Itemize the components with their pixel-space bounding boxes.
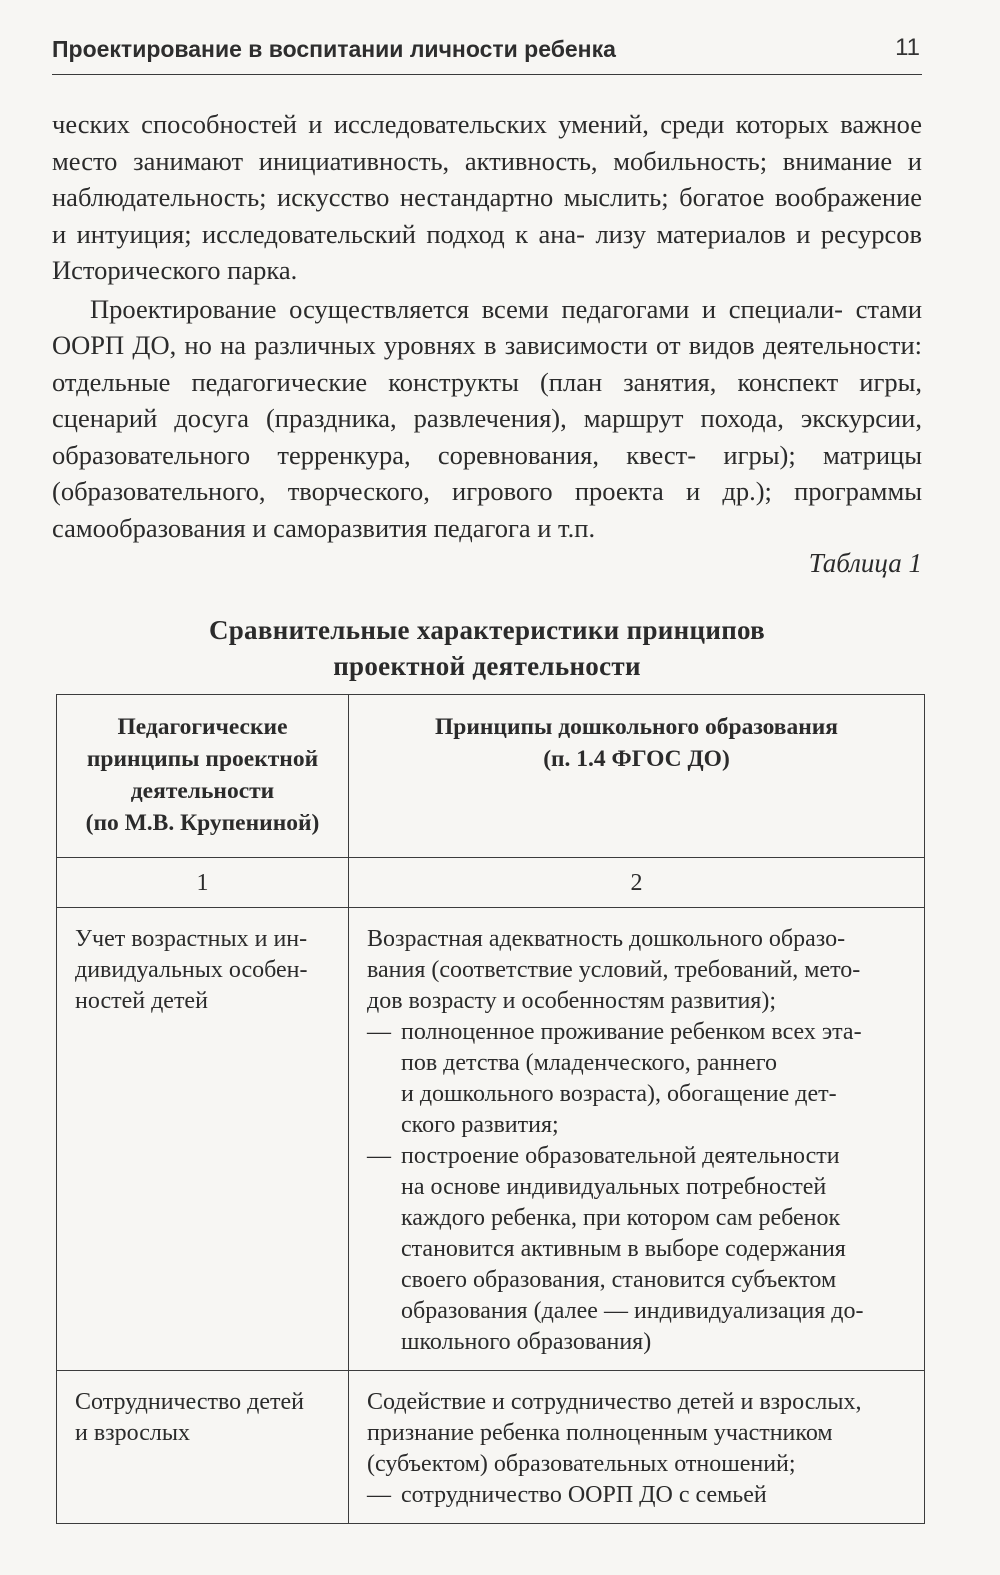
- column-number-row: [57, 858, 925, 908]
- table-row: [57, 1371, 925, 1524]
- text-line: конспект игры, сценарий досуга (праздника, развлечения), маршрут: [52, 366, 922, 433]
- text-line: игры); матрицы (образовательного, творческого, игрового проекта: [52, 439, 922, 506]
- text-line: ческих способностей и исследовательских умений, среди которых: [52, 109, 829, 139]
- table-header-row: [57, 695, 925, 858]
- text-line: стами ООРП ДО, но на различных уровнях в зависимости от видов: [52, 293, 923, 360]
- column-header-2: Принципы дошкольного образования (п. 1.4 ФГОС ДО): [349, 695, 925, 858]
- comparison-table: [56, 694, 925, 1524]
- list-item: — построение образовательной деятельности на основе индивидуальных потребностей каждого ребенка, при котором сам ребенок становится активным в выборе содержания своего образования, становится субъектом образования (далее — индивидуализация до- школьного образования): [367, 1141, 914, 1358]
- text-line: похода, экскурсии, образовательного терренкура, соревнования, квест-: [52, 403, 922, 470]
- principle-cell: Сотрудничество детей и взрослых: [57, 1371, 349, 1524]
- table-title-line: проектной деятельности: [333, 651, 641, 681]
- text-line: лизу материалов и ресурсов Исторического парка.: [52, 218, 923, 285]
- table-label: Таблица 1: [808, 548, 922, 578]
- running-head: [52, 28, 922, 75]
- dash-marker: —: [367, 1482, 391, 1508]
- dash-marker: —: [367, 1019, 391, 1045]
- dash-marker: —: [367, 1143, 391, 1169]
- body-text: [52, 106, 922, 546]
- column-number: 1: [57, 858, 349, 908]
- table-title: [52, 612, 922, 684]
- table-row: [57, 908, 925, 1371]
- paragraph: [52, 106, 922, 289]
- text-line: Проектирование осуществляется всеми педагогами и специали-: [90, 293, 844, 324]
- column-header-1: Педагогические принципы проектной деятельности (по М.В. Крупениной): [57, 695, 349, 858]
- list-item: — полноценное проживание ребенком всех эта- пов детства (младенческого, раннего и дошкольного возраста), обогащение дет- ского развития;: [367, 1017, 914, 1141]
- text-line: богатое воображение и интуиция; исследовательский подход к ана-: [52, 182, 923, 249]
- table-title-line: Сравнительные характеристики принципов: [208, 615, 766, 645]
- text-line: деятельности: отдельные педагогические конструкты (план занятия,: [52, 330, 923, 397]
- list-item: — сотрудничество ООРП ДО с семьей: [367, 1480, 914, 1511]
- column-number: 2: [349, 858, 925, 908]
- page-number: 11: [895, 34, 920, 61]
- text-line: внимание и наблюдательность; искусство нестандартно мыслить;: [52, 145, 922, 212]
- text-line: и др.); программы самообразования и саморазвития педагога и т.п.: [52, 476, 923, 543]
- fgos-principle-cell: Содействие и сотрудничество детей и взрослых, признание ребенка полноценным участником (субъектом) образовательных отношений; — сотрудничество ООРП ДО с семьей: [349, 1371, 925, 1524]
- running-head-title: Проектирование в воспитании личности ребенка: [52, 36, 616, 62]
- paragraph: [52, 291, 922, 547]
- text-line: важное место занимают инициативность, активность, мобильность;: [52, 109, 923, 176]
- fgos-principle-cell: Возрастная адекватность дошкольного образо- вания (соответствие условий, требований, мето- дов возрасту и особенностям развития); — полноценное проживание ребенком всех эта- пов детства (младенческого, раннего и дошкольного возраста), обогащение дет- ского развития; — построение образовательной деятельности на основе индивидуальных потребностей каждого ребенка, при котором сам ребенок становится активным в выборе содержания своего образования, становится субъектом образования (далее — индивидуализация до- школьного образования): [349, 908, 925, 1371]
- principle-cell: Учет возрастных и ин- дивидуальных особен- ностей детей: [57, 908, 349, 1371]
